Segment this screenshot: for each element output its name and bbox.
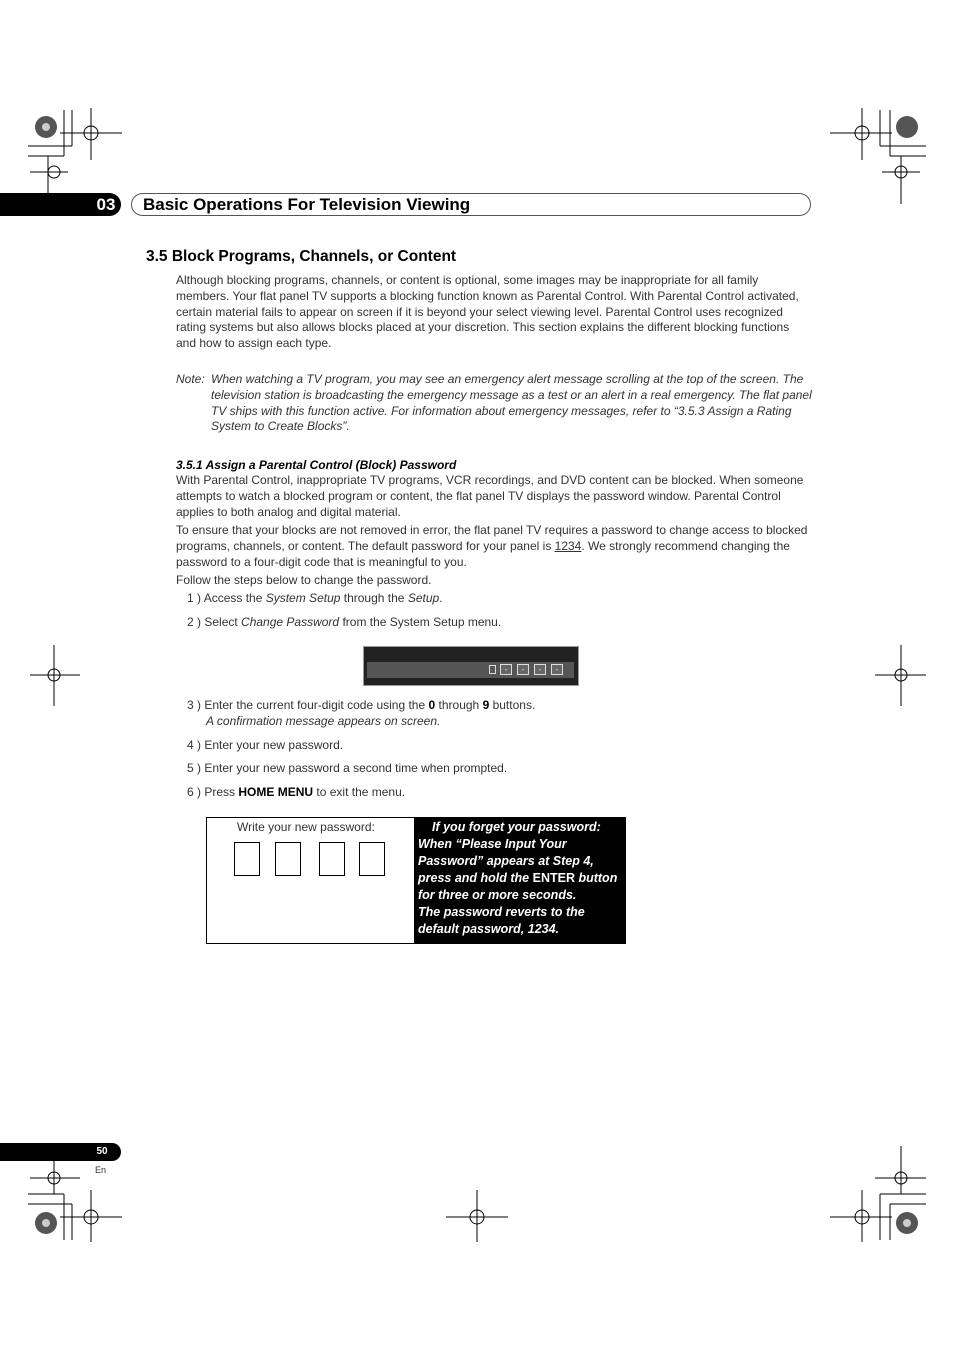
- note-label: Note:: [176, 372, 205, 386]
- chapter-number: 03: [96, 195, 116, 214]
- step-text: from the System Setup menu.: [339, 615, 502, 629]
- para2-after: . We strongly recommend changing the password to a four-digit code that is meaningful to you.: [176, 538, 790, 569]
- subsection-para-1: With Parental Control, inappropriate TV programs, VCR recordings, and DVD content can be blocked. When someone attempts to watch a blocked program or content, the flat panel TV displays the password window. Parental Control applies to both analog and digital material.: [176, 473, 804, 519]
- default-password: 1234: [554, 538, 582, 553]
- step-text: Select: [204, 615, 242, 629]
- password-write-cell: [359, 842, 385, 876]
- password-digit: -: [551, 664, 563, 675]
- section-title: 3.5 Block Programs, Channels, or Content: [146, 248, 457, 265]
- write-password-label: Write your new password:: [237, 820, 375, 834]
- step-number: 1 ): [187, 591, 202, 605]
- note-text: When watching a TV program, you may see an emergency alert message scrolling at the top of the screen. The television station is broadcasting the emergency message as a test or an alert in a real emergency. The flat panel TV ships with this function active. For information about emergency messages, refer to “3.5.3 Assign a Rating System to Create Blocks”.: [211, 372, 812, 434]
- step-text: buttons.: [489, 698, 536, 712]
- step-result: A confirmation message appears on screen.: [206, 713, 441, 728]
- para2-before: To ensure that your blocks are not removed in error, the flat panel TV requires a password to change access to blocked programs, channels, or content. The default password for your panel is: [176, 523, 808, 553]
- menu-setup: Setup: [407, 591, 440, 605]
- step-number: 5 ): [187, 761, 202, 775]
- step-text: Press: [204, 785, 239, 799]
- subsection-para-2: [176, 523, 812, 570]
- page-number: 50: [96, 1146, 108, 1157]
- step-text: through: [435, 698, 483, 712]
- home-menu-button-label: HOME MENU: [238, 785, 314, 799]
- page-language: En: [95, 1165, 107, 1175]
- note: [176, 372, 816, 435]
- step-text: Enter your new password.: [204, 738, 344, 752]
- step-4: [187, 738, 343, 754]
- password-window-illustration: [363, 646, 579, 686]
- password-write-cell: [275, 842, 301, 876]
- forgot-password-text: button for three or more seconds.: [418, 871, 618, 902]
- subsection-title: 3.5.1 Assign a Parental Control (Block) Password: [176, 458, 457, 472]
- step-text: .: [439, 591, 443, 605]
- step-number: 3 ): [187, 698, 202, 712]
- step-2: [187, 615, 501, 631]
- write-password-box: [206, 817, 626, 944]
- menu-change-password: Change Password: [241, 615, 340, 629]
- step-3: [187, 698, 535, 730]
- step-text: Enter the current four-digit code using the: [204, 698, 429, 712]
- enter-button-label: ENTER: [532, 871, 575, 885]
- step-number: 4 ): [187, 738, 202, 752]
- step-number: 2 ): [187, 615, 202, 629]
- chapter-title: Basic Operations For Television Viewing: [143, 195, 471, 214]
- password-digit: -: [534, 664, 546, 675]
- password-digit: -: [500, 664, 512, 675]
- step-text: Enter your new password a second time when prompted.: [204, 761, 508, 775]
- step-6: [187, 785, 405, 801]
- password-write-cell: [319, 842, 345, 876]
- password-entry-row: [367, 662, 574, 678]
- step-1: [187, 591, 443, 607]
- password-write-cell: [234, 842, 260, 876]
- step-text: through the: [340, 591, 408, 605]
- step-number: 6 ): [187, 785, 202, 799]
- subsection-para-3: Follow the steps below to change the password.: [176, 573, 432, 587]
- button-9: 9: [482, 698, 490, 712]
- forgot-password-revert: The password reverts to the default password, 1234.: [418, 905, 585, 936]
- button-0: 0: [428, 698, 436, 712]
- lock-icon: [489, 665, 496, 674]
- menu-system-setup: System Setup: [265, 591, 341, 605]
- forgot-password-text: When “Please Input Your Password” appears at Step 4, press and hold the: [418, 837, 594, 885]
- forgot-password-callout: [414, 818, 625, 943]
- section-intro: Although blocking programs, channels, or content is optional, some images may be inappropriate for all family members. Your flat panel TV supports a blocking function known as Parental Control. With Parental Control activated, certain material fails to appear on screen if it is beyond your select viewing level. Parental Control uses recognized rating systems but also allows blocks placed at your discretion. This section explains the different blocking functions and how to assign each type.: [176, 273, 799, 351]
- step-text: Access the: [203, 591, 266, 605]
- step-text: to exit the menu.: [313, 785, 406, 799]
- step-5: [187, 761, 507, 777]
- password-digit: -: [517, 664, 529, 675]
- forgot-password-heading: If you forget your password:: [432, 820, 601, 834]
